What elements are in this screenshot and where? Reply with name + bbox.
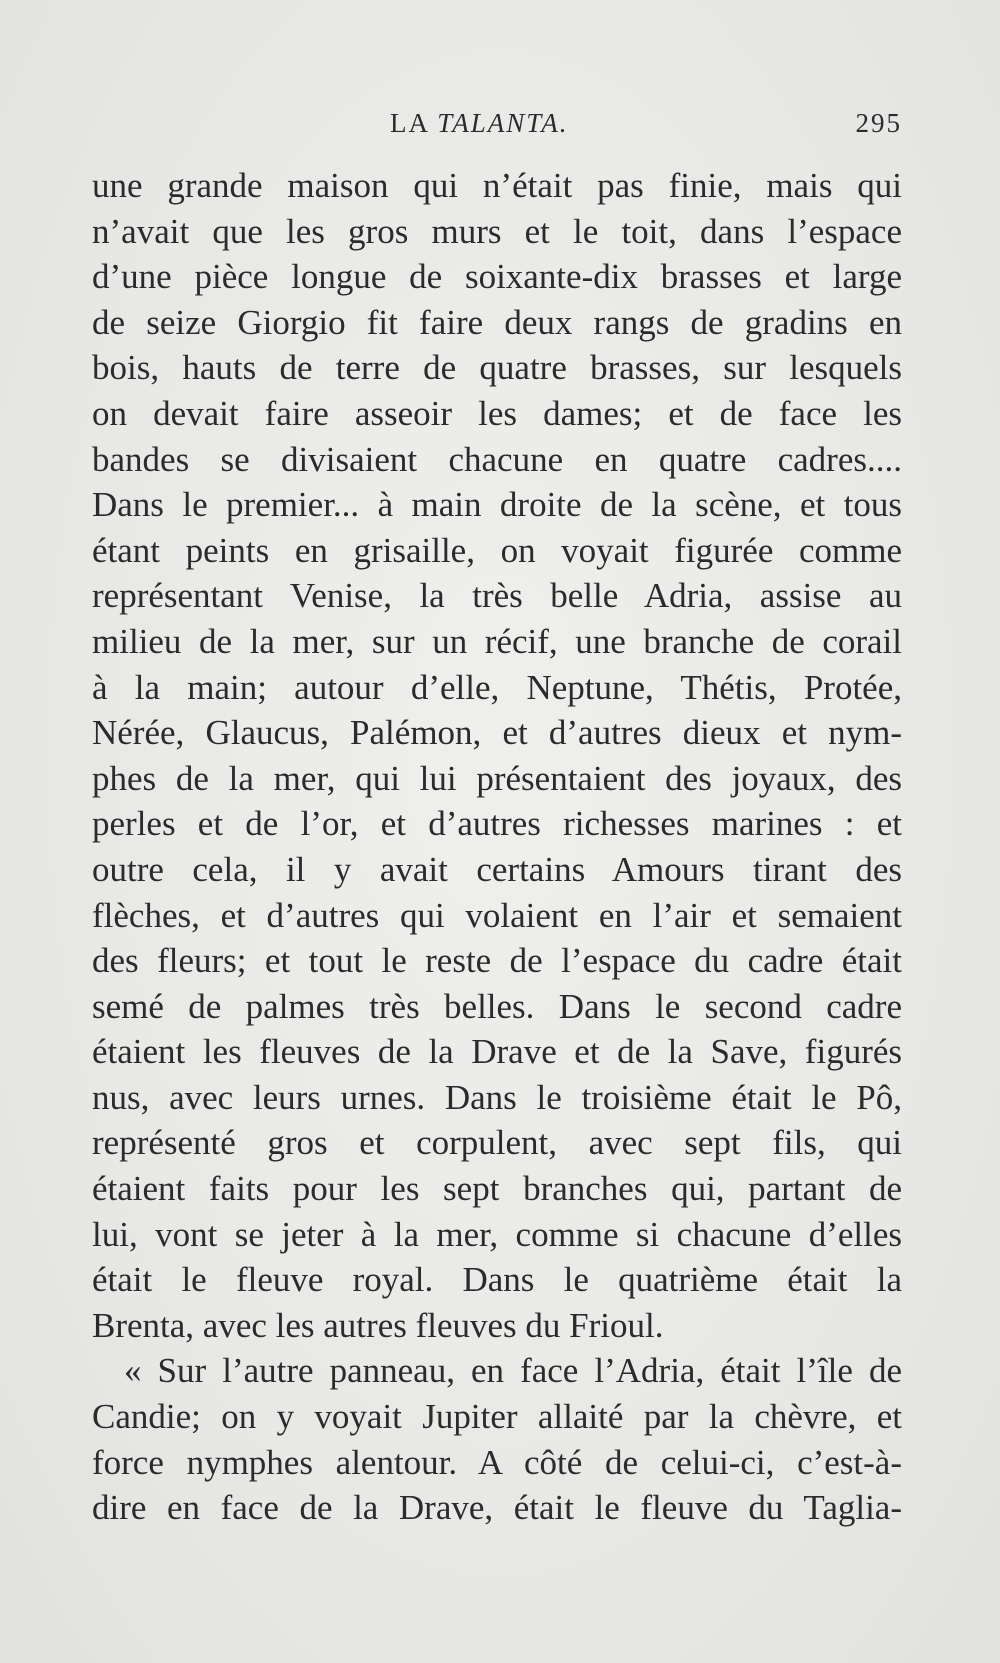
text-line: Dans le premier... à main droite de la scène, et tous — [92, 485, 902, 525]
text-line: Nérée, Glaucus, Palémon, et d’autres dieux et nym- — [92, 713, 902, 753]
text-line: n’avait que les gros murs et le toit, dans l’espace — [92, 211, 902, 251]
text-line: une grande maison qui n’était pas finie, mais qui — [92, 166, 902, 205]
text-line: Candie; on y voyait Jupiter allaité par la chèvre, et — [92, 1397, 902, 1437]
text-line: de seize Giorgio fit faire deux rangs de gradins en — [92, 302, 902, 342]
text-line: bandes se divisaient chacune en quatre cadres.... — [92, 439, 902, 479]
paragraph-1 — [92, 163, 902, 1348]
text-line: flèches, et d’autres qui volaient en l’air et semaient — [92, 895, 902, 935]
text-line: milieu de la mer, sur un récif, une branche de corail — [92, 621, 902, 661]
running-title-italic: TALANTA. — [437, 108, 569, 138]
text-line: étant peints en grisaille, on voyait figurée comme — [92, 530, 902, 570]
text-line: était le fleuve royal. Dans le quatrième était la — [92, 1260, 902, 1300]
body-text — [92, 163, 902, 1531]
text-line: phes de la mer, qui lui présentaient des joyaux, des — [92, 758, 902, 798]
text-line: outre cela, il y avait certains Amours tirant des — [92, 849, 902, 889]
text-line: Brenta, avec les autres fleuves du Frioul. — [92, 1305, 664, 1345]
text-line: représenté gros et corpulent, avec sept fils, qui — [92, 1123, 902, 1163]
running-head — [92, 108, 902, 148]
text-line: force nymphes alentour. A côté de celui-ci, c’est-à- — [92, 1442, 902, 1482]
text-line: d’une pièce longue de soixante-dix brasses et large — [92, 257, 902, 297]
running-title — [390, 108, 569, 139]
text-line: à la main; autour d’elle, Neptune, Thétis, Protée, — [92, 667, 902, 707]
text-line: étaient faits pour les sept branches qui, partant de — [92, 1169, 902, 1209]
paragraph-2 — [92, 1348, 902, 1530]
running-title-prefix: LA — [390, 108, 438, 138]
text-line: perles et de l’or, et d’autres richesses marines : et — [92, 804, 902, 844]
text-line: bois, hauts de terre de quatre brasses, sur lesquels — [92, 348, 902, 388]
text-line: semé de palmes très belles. Dans le second cadre — [92, 986, 902, 1026]
text-line: nus, avec leurs urnes. Dans le troisième était le Pô, — [92, 1077, 902, 1117]
text-line: lui, vont se jeter à la mer, comme si chacune d’elles — [92, 1214, 902, 1254]
text-line: « Sur l’autre panneau, en face l’Adria, était l’île de — [124, 1351, 902, 1391]
text-line: représentant Venise, la très belle Adria, assise au — [92, 576, 902, 616]
text-line: on devait faire asseoir les dames; et de face les — [92, 393, 902, 433]
page-number: 295 — [855, 108, 902, 138]
text-line: étaient les fleuves de la Drave et de la Save, figurés — [92, 1032, 902, 1072]
text-line: des fleurs; et tout le reste de l’espace du cadre était — [92, 941, 902, 981]
text-line: dire en face de la Drave, était le fleuve du Taglia- — [92, 1488, 902, 1528]
